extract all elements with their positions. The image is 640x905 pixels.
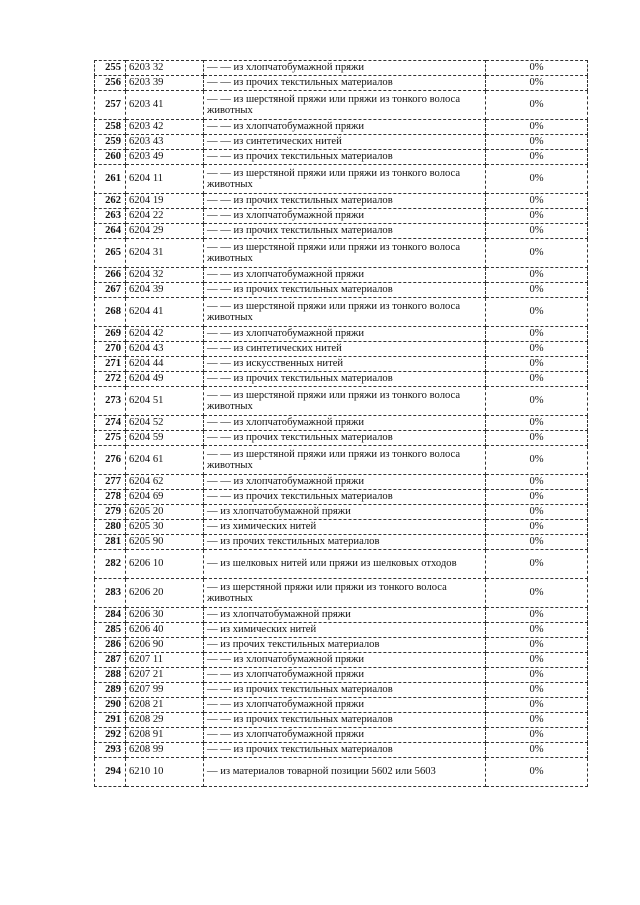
duty-rate: 0% bbox=[486, 372, 588, 387]
tariff-code: 6204 69 bbox=[126, 490, 204, 505]
table-row bbox=[95, 327, 588, 342]
duty-rate: 0% bbox=[486, 209, 588, 224]
goods-description: — — из прочих текстильных материалов bbox=[204, 224, 486, 239]
duty-rate: 0% bbox=[486, 76, 588, 91]
duty-rate: 0% bbox=[486, 327, 588, 342]
row-number: 288 bbox=[95, 668, 126, 683]
goods-description: — из шерстяной пряжи или пряжи из тонкого волоса животных bbox=[204, 579, 486, 608]
tariff-code: 6208 91 bbox=[126, 728, 204, 743]
table-row bbox=[95, 120, 588, 135]
tariff-code: 6205 20 bbox=[126, 505, 204, 520]
tariff-code: 6204 49 bbox=[126, 372, 204, 387]
tariff-code: 6206 30 bbox=[126, 608, 204, 623]
duty-rate: 0% bbox=[486, 150, 588, 165]
tariff-code: 6203 41 bbox=[126, 91, 204, 120]
tariff-code: 6204 59 bbox=[126, 431, 204, 446]
duty-rate: 0% bbox=[486, 728, 588, 743]
row-number: 278 bbox=[95, 490, 126, 505]
tariff-code: 6204 61 bbox=[126, 446, 204, 475]
row-number: 274 bbox=[95, 416, 126, 431]
tariff-code: 6205 30 bbox=[126, 520, 204, 535]
row-number: 280 bbox=[95, 520, 126, 535]
duty-rate: 0% bbox=[486, 683, 588, 698]
goods-description: — — из шерстяной пряжи или пряжи из тонкого волоса животных bbox=[204, 91, 486, 120]
duty-rate: 0% bbox=[486, 505, 588, 520]
row-number: 272 bbox=[95, 372, 126, 387]
tariff-code: 6207 21 bbox=[126, 668, 204, 683]
tariff-code: 6206 20 bbox=[126, 579, 204, 608]
tariff-code: 6204 42 bbox=[126, 327, 204, 342]
table-row bbox=[95, 535, 588, 550]
row-number: 291 bbox=[95, 713, 126, 728]
goods-description: — — из прочих текстильных материалов bbox=[204, 490, 486, 505]
tariff-code: 6203 32 bbox=[126, 61, 204, 76]
goods-description: — — из прочих текстильных материалов bbox=[204, 194, 486, 209]
row-number: 257 bbox=[95, 91, 126, 120]
table-row bbox=[95, 209, 588, 224]
table-row bbox=[95, 61, 588, 76]
tariff-code: 6208 99 bbox=[126, 743, 204, 758]
table-row bbox=[95, 268, 588, 283]
tariff-code: 6203 43 bbox=[126, 135, 204, 150]
goods-description: — из хлопчатобумажной пряжи bbox=[204, 505, 486, 520]
duty-rate: 0% bbox=[486, 387, 588, 416]
duty-rate: 0% bbox=[486, 550, 588, 579]
row-number: 289 bbox=[95, 683, 126, 698]
table-row bbox=[95, 743, 588, 758]
table-row bbox=[95, 239, 588, 268]
tariff-code: 6204 43 bbox=[126, 342, 204, 357]
row-number: 283 bbox=[95, 579, 126, 608]
tariff-code: 6210 10 bbox=[126, 758, 204, 787]
table-row bbox=[95, 579, 588, 608]
duty-rate: 0% bbox=[486, 758, 588, 787]
tariff-code: 6205 90 bbox=[126, 535, 204, 550]
table-row bbox=[95, 431, 588, 446]
goods-description: — — из хлопчатобумажной пряжи bbox=[204, 120, 486, 135]
goods-description: — — из прочих текстильных материалов bbox=[204, 743, 486, 758]
table-row bbox=[95, 416, 588, 431]
tariff-code: 6206 40 bbox=[126, 623, 204, 638]
tariff-code: 6206 10 bbox=[126, 550, 204, 579]
duty-rate: 0% bbox=[486, 490, 588, 505]
tariff-code: 6204 62 bbox=[126, 475, 204, 490]
row-number: 276 bbox=[95, 446, 126, 475]
row-number: 266 bbox=[95, 268, 126, 283]
table-row bbox=[95, 698, 588, 713]
goods-description: — — из хлопчатобумажной пряжи bbox=[204, 268, 486, 283]
duty-rate: 0% bbox=[486, 165, 588, 194]
goods-description: — из прочих текстильных материалов bbox=[204, 535, 486, 550]
tariff-code: 6203 49 bbox=[126, 150, 204, 165]
tariff-table-body bbox=[95, 61, 588, 787]
row-number: 287 bbox=[95, 653, 126, 668]
goods-description: — — из прочих текстильных материалов bbox=[204, 431, 486, 446]
duty-rate: 0% bbox=[486, 743, 588, 758]
table-row bbox=[95, 550, 588, 579]
row-number: 275 bbox=[95, 431, 126, 446]
duty-rate: 0% bbox=[486, 120, 588, 135]
duty-rate: 0% bbox=[486, 653, 588, 668]
row-number: 281 bbox=[95, 535, 126, 550]
tariff-code: 6203 42 bbox=[126, 120, 204, 135]
goods-description: — из материалов товарной позиции 5602 или 5603 bbox=[204, 758, 486, 787]
table-row bbox=[95, 668, 588, 683]
duty-rate: 0% bbox=[486, 268, 588, 283]
tariff-code: 6204 32 bbox=[126, 268, 204, 283]
table-row bbox=[95, 446, 588, 475]
duty-rate: 0% bbox=[486, 194, 588, 209]
table-row bbox=[95, 387, 588, 416]
tariff-code: 6207 11 bbox=[126, 653, 204, 668]
goods-description: — — из хлопчатобумажной пряжи bbox=[204, 416, 486, 431]
row-number: 292 bbox=[95, 728, 126, 743]
row-number: 279 bbox=[95, 505, 126, 520]
tariff-table bbox=[94, 60, 588, 787]
row-number: 271 bbox=[95, 357, 126, 372]
tariff-code: 6204 11 bbox=[126, 165, 204, 194]
tariff-code: 6206 90 bbox=[126, 638, 204, 653]
duty-rate: 0% bbox=[486, 713, 588, 728]
row-number: 294 bbox=[95, 758, 126, 787]
goods-description: — — из хлопчатобумажной пряжи bbox=[204, 698, 486, 713]
duty-rate: 0% bbox=[486, 357, 588, 372]
goods-description: — из хлопчатобумажной пряжи bbox=[204, 608, 486, 623]
tariff-code: 6204 29 bbox=[126, 224, 204, 239]
goods-description: — — из шерстяной пряжи или пряжи из тонкого волоса животных bbox=[204, 239, 486, 268]
row-number: 269 bbox=[95, 327, 126, 342]
goods-description: — — из хлопчатобумажной пряжи bbox=[204, 327, 486, 342]
goods-description: — — из синтетических нитей bbox=[204, 135, 486, 150]
tariff-code: 6204 31 bbox=[126, 239, 204, 268]
tariff-code: 6204 51 bbox=[126, 387, 204, 416]
table-row bbox=[95, 298, 588, 327]
row-number: 261 bbox=[95, 165, 126, 194]
duty-rate: 0% bbox=[486, 535, 588, 550]
row-number: 255 bbox=[95, 61, 126, 76]
goods-description: — из шелковых нитей или пряжи из шелковых отходов bbox=[204, 550, 486, 579]
goods-description: — — из шерстяной пряжи или пряжи из тонкого волоса животных bbox=[204, 446, 486, 475]
goods-description: — — из прочих текстильных материалов bbox=[204, 713, 486, 728]
row-number: 277 bbox=[95, 475, 126, 490]
goods-description: — — из синтетических нитей bbox=[204, 342, 486, 357]
goods-description: — — из прочих текстильных материалов bbox=[204, 372, 486, 387]
tariff-code: 6204 19 bbox=[126, 194, 204, 209]
tariff-code: 6204 41 bbox=[126, 298, 204, 327]
row-number: 286 bbox=[95, 638, 126, 653]
duty-rate: 0% bbox=[486, 608, 588, 623]
table-row bbox=[95, 758, 588, 787]
duty-rate: 0% bbox=[486, 446, 588, 475]
table-row bbox=[95, 224, 588, 239]
table-row bbox=[95, 283, 588, 298]
row-number: 263 bbox=[95, 209, 126, 224]
table-row bbox=[95, 475, 588, 490]
tariff-code: 6208 29 bbox=[126, 713, 204, 728]
row-number: 293 bbox=[95, 743, 126, 758]
duty-rate: 0% bbox=[486, 239, 588, 268]
goods-description: — — из хлопчатобумажной пряжи bbox=[204, 728, 486, 743]
duty-rate: 0% bbox=[486, 283, 588, 298]
tariff-code: 6203 39 bbox=[126, 76, 204, 91]
duty-rate: 0% bbox=[486, 431, 588, 446]
duty-rate: 0% bbox=[486, 61, 588, 76]
duty-rate: 0% bbox=[486, 342, 588, 357]
table-row bbox=[95, 76, 588, 91]
duty-rate: 0% bbox=[486, 91, 588, 120]
table-row bbox=[95, 623, 588, 638]
goods-description: — — из хлопчатобумажной пряжи bbox=[204, 209, 486, 224]
table-row bbox=[95, 165, 588, 194]
row-number: 267 bbox=[95, 283, 126, 298]
row-number: 284 bbox=[95, 608, 126, 623]
goods-description: — — из хлопчатобумажной пряжи bbox=[204, 668, 486, 683]
table-row bbox=[95, 505, 588, 520]
table-row bbox=[95, 653, 588, 668]
duty-rate: 0% bbox=[486, 623, 588, 638]
goods-description: — из химических нитей bbox=[204, 623, 486, 638]
goods-description: — — из шерстяной пряжи или пряжи из тонкого волоса животных bbox=[204, 298, 486, 327]
row-number: 264 bbox=[95, 224, 126, 239]
duty-rate: 0% bbox=[486, 475, 588, 490]
table-row bbox=[95, 342, 588, 357]
row-number: 260 bbox=[95, 150, 126, 165]
row-number: 265 bbox=[95, 239, 126, 268]
tariff-code: 6207 99 bbox=[126, 683, 204, 698]
row-number: 268 bbox=[95, 298, 126, 327]
duty-rate: 0% bbox=[486, 668, 588, 683]
table-row bbox=[95, 91, 588, 120]
goods-description: — — из искусственных нитей bbox=[204, 357, 486, 372]
goods-description: — — из прочих текстильных материалов bbox=[204, 76, 486, 91]
row-number: 282 bbox=[95, 550, 126, 579]
goods-description: — — из хлопчатобумажной пряжи bbox=[204, 475, 486, 490]
table-row bbox=[95, 490, 588, 505]
tariff-code: 6204 39 bbox=[126, 283, 204, 298]
table-row bbox=[95, 357, 588, 372]
duty-rate: 0% bbox=[486, 638, 588, 653]
table-row bbox=[95, 135, 588, 150]
row-number: 256 bbox=[95, 76, 126, 91]
duty-rate: 0% bbox=[486, 298, 588, 327]
goods-description: — — из прочих текстильных материалов bbox=[204, 283, 486, 298]
table-row bbox=[95, 713, 588, 728]
row-number: 285 bbox=[95, 623, 126, 638]
duty-rate: 0% bbox=[486, 579, 588, 608]
table-row bbox=[95, 608, 588, 623]
row-number: 273 bbox=[95, 387, 126, 416]
goods-description: — — из прочих текстильных материалов bbox=[204, 150, 486, 165]
table-row bbox=[95, 520, 588, 535]
table-row bbox=[95, 194, 588, 209]
duty-rate: 0% bbox=[486, 135, 588, 150]
duty-rate: 0% bbox=[486, 224, 588, 239]
duty-rate: 0% bbox=[486, 698, 588, 713]
row-number: 270 bbox=[95, 342, 126, 357]
row-number: 259 bbox=[95, 135, 126, 150]
goods-description: — — из хлопчатобумажной пряжи bbox=[204, 61, 486, 76]
tariff-code: 6204 52 bbox=[126, 416, 204, 431]
table-row bbox=[95, 728, 588, 743]
tariff-code: 6208 21 bbox=[126, 698, 204, 713]
row-number: 262 bbox=[95, 194, 126, 209]
goods-description: — — из шерстяной пряжи или пряжи из тонкого волоса животных bbox=[204, 165, 486, 194]
table-row bbox=[95, 372, 588, 387]
goods-description: — — из шерстяной пряжи или пряжи из тонкого волоса животных bbox=[204, 387, 486, 416]
goods-description: — из химических нитей bbox=[204, 520, 486, 535]
table-row bbox=[95, 638, 588, 653]
table-row bbox=[95, 683, 588, 698]
tariff-code: 6204 44 bbox=[126, 357, 204, 372]
goods-description: — из прочих текстильных материалов bbox=[204, 638, 486, 653]
goods-description: — — из прочих текстильных материалов bbox=[204, 683, 486, 698]
row-number: 258 bbox=[95, 120, 126, 135]
goods-description: — — из хлопчатобумажной пряжи bbox=[204, 653, 486, 668]
row-number: 290 bbox=[95, 698, 126, 713]
duty-rate: 0% bbox=[486, 520, 588, 535]
table-row bbox=[95, 150, 588, 165]
duty-rate: 0% bbox=[486, 416, 588, 431]
tariff-code: 6204 22 bbox=[126, 209, 204, 224]
